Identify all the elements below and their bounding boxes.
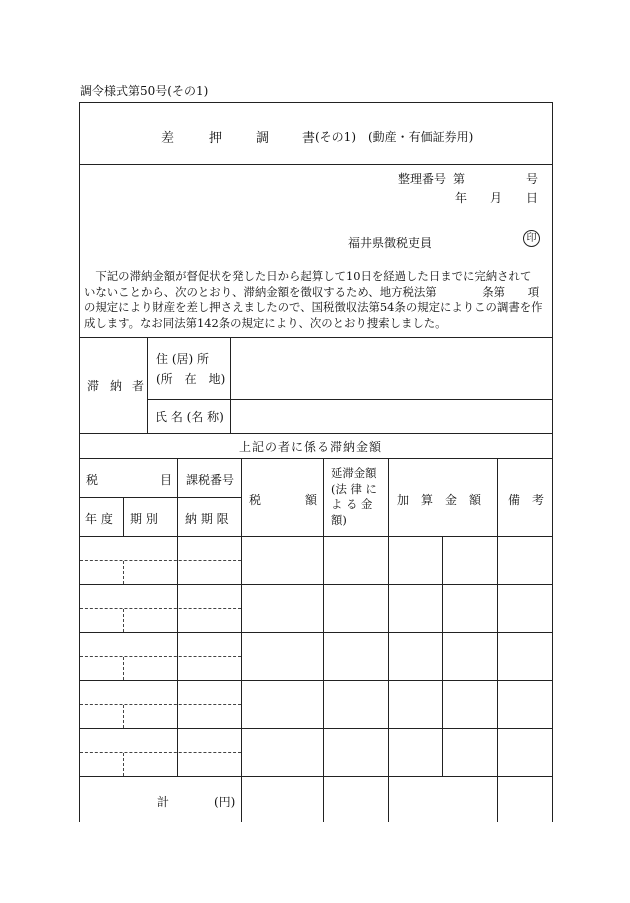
frame-right [552, 102, 553, 822]
amounts-title: 上記の者に係る滞納金額 [239, 440, 383, 454]
header-kazei-number: 課税番号 [186, 473, 235, 487]
delinquent-char-2: 納 [110, 379, 123, 393]
row-divider [79, 680, 553, 681]
dashed-line [123, 561, 124, 584]
dashed-line [80, 752, 241, 753]
body-paragraph [84, 269, 552, 331]
header-zei: 税 [86, 473, 99, 487]
delinquent-col-divider [147, 337, 148, 433]
body-line: いないことから、次のとおり、滞納金額を徴収するため、地方税法第 条第 項 [84, 284, 540, 299]
title-divider [79, 164, 553, 165]
form-label: 調令様式第50号(その1) [80, 84, 209, 98]
col-line [241, 458, 242, 822]
reference-go: 号 [526, 172, 539, 186]
frame-left [79, 102, 80, 822]
reference-number-label: 整理番号 [398, 172, 447, 186]
entai-line: よ る 金 [331, 497, 373, 511]
total-unit: (円) [214, 795, 236, 809]
header-kibetsu: 期 別 [130, 512, 158, 526]
entai-line: 額) [331, 512, 347, 527]
delinquent-char-1: 滞 [87, 379, 100, 393]
body-line: 下記の滞納金額が督促状を発した日から起算して10日を経過した日までに完納されて [84, 269, 532, 283]
official-title: 福井県徴税吏員 [348, 236, 433, 250]
body-line: 成します。なお同法第142条の規定により、次のとおり捜索しました。 [84, 315, 447, 330]
header-kasan: 加 算 金 額 [397, 493, 482, 507]
total-label: 計 [157, 795, 170, 809]
frame-top [79, 102, 553, 103]
col-line [388, 458, 389, 822]
header-entai [331, 466, 377, 528]
dashed-line [80, 608, 241, 609]
address-divider [147, 399, 553, 400]
address-label: 住 (居) 所 [156, 352, 209, 366]
dashed-line [123, 657, 124, 680]
entai-line: 延滞金額 [331, 466, 377, 480]
title-char-1: 差 [161, 131, 175, 146]
dashed-line [80, 704, 241, 705]
col-line [123, 497, 124, 536]
header-nouki: 納 期 限 [185, 512, 229, 526]
row-divider [79, 776, 553, 777]
col-line [442, 536, 443, 776]
seal-mark: 印 [523, 230, 540, 247]
dashed-line [80, 656, 241, 657]
title-suffix: (その1) (動産・有価証券用) [315, 130, 474, 144]
delinquent-char-3: 者 [132, 379, 145, 393]
header-biko: 備 考 [508, 493, 545, 507]
body-line: の規定により財産を差し押さえましたので、国税徴収法第54条の規定によりこの調書を作 [84, 300, 543, 314]
row-divider [79, 728, 553, 729]
col-line [497, 458, 498, 822]
row-divider [79, 584, 553, 585]
header-bottom [79, 536, 553, 537]
dashed-line [123, 753, 124, 776]
header-moku: 目 [160, 473, 173, 487]
title-char-2: 押 [209, 131, 223, 146]
title-char-3: 調 [256, 131, 270, 146]
dashed-line [123, 609, 124, 632]
entai-line: (法 律 に [331, 481, 377, 496]
date-month: 月 [490, 191, 503, 205]
col-line [323, 458, 324, 822]
dashed-line [123, 705, 124, 728]
amounts-title-divider [79, 458, 553, 459]
paragraph-divider [79, 337, 553, 338]
date-day: 日 [526, 191, 539, 205]
name-label: 氏 名 (名 称) [155, 410, 224, 424]
header-zeigaku-right: 額 [305, 493, 318, 507]
title-char-4: 書 [302, 131, 316, 146]
header-zeigaku-left: 税 [249, 493, 262, 507]
dashed-line [80, 560, 241, 561]
date-year: 年 [455, 191, 468, 205]
location-label: (所 在 地) [156, 372, 226, 386]
header-nendo: 年 度 [85, 512, 113, 526]
header-split [79, 497, 241, 498]
reference-dai: 第 [453, 172, 466, 186]
delinquent-bottom [79, 433, 553, 434]
delinquent-field-divider [230, 337, 231, 433]
row-divider [79, 632, 553, 633]
